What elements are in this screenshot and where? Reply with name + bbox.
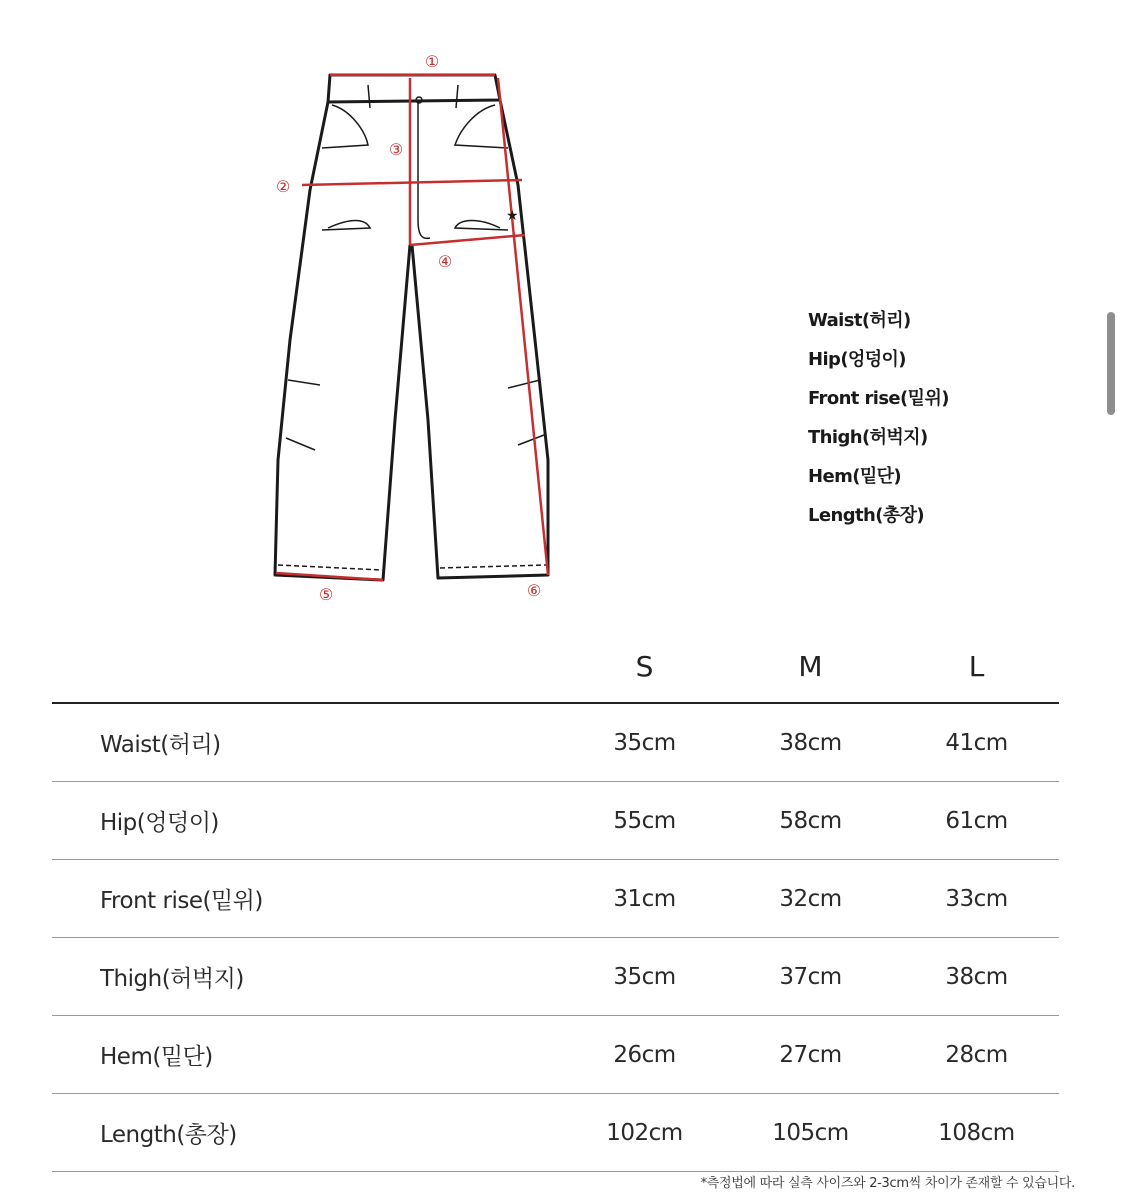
cell-s: 55cm bbox=[562, 782, 727, 860]
row-label: Front rise(밑위) bbox=[52, 860, 562, 938]
cell-l: 108cm bbox=[894, 1094, 1059, 1172]
table-row bbox=[52, 703, 1059, 782]
marker-4: ④ bbox=[437, 252, 453, 271]
right-pocket bbox=[455, 105, 508, 148]
cell-s: 31cm bbox=[562, 860, 727, 938]
cell-s: 26cm bbox=[562, 1016, 727, 1094]
table-row bbox=[52, 1016, 1059, 1094]
row-label: Hip(엉덩이) bbox=[52, 782, 562, 860]
cell-l: 28cm bbox=[894, 1016, 1059, 1094]
cell-m: 38cm bbox=[727, 703, 894, 782]
row-label: Length(총장) bbox=[52, 1094, 562, 1172]
legend-waist: Waist(허리) bbox=[808, 310, 911, 331]
header-size-m: M bbox=[727, 630, 894, 703]
cell-l: 41cm bbox=[894, 703, 1059, 782]
cell-l: 38cm bbox=[894, 938, 1059, 1016]
header-size-s: S bbox=[562, 630, 727, 703]
marker-5: ⑤ bbox=[318, 585, 334, 604]
measurement-legend bbox=[808, 306, 949, 540]
header-label bbox=[52, 630, 562, 703]
thigh-line bbox=[410, 235, 525, 245]
header-size-l: L bbox=[894, 630, 1059, 703]
marker-3: ③ bbox=[388, 140, 404, 159]
cell-m: 58cm bbox=[727, 782, 894, 860]
table-row bbox=[52, 782, 1059, 860]
cell-m: 105cm bbox=[727, 1094, 894, 1172]
belt-loop-right bbox=[456, 85, 458, 108]
left-leg-outline bbox=[275, 102, 410, 580]
legend-front-rise: Front rise(밑위) bbox=[808, 388, 949, 409]
length-line bbox=[498, 78, 548, 575]
cell-m: 27cm bbox=[727, 1016, 894, 1094]
measurement-footnote: *측정법에 따라 실측 사이즈와 2-3cm씩 차이가 존재할 수 있습니다. bbox=[700, 1176, 1075, 1191]
legend-hem: Hem(밑단) bbox=[808, 466, 902, 487]
right-knee-crease bbox=[508, 380, 540, 388]
fly-stitch bbox=[418, 102, 430, 238]
right-hem-stitch bbox=[440, 565, 546, 568]
legend-length: Length(총장) bbox=[808, 505, 925, 526]
cell-l: 33cm bbox=[894, 860, 1059, 938]
right-leg-outline bbox=[412, 100, 548, 578]
waistband-outline bbox=[328, 75, 500, 102]
right-knee-crease-2 bbox=[518, 435, 544, 445]
marker-1: ① bbox=[424, 52, 440, 71]
cell-s: 35cm bbox=[562, 703, 727, 782]
table-header-row bbox=[52, 630, 1059, 703]
legend-thigh: Thigh(허벅지) bbox=[808, 427, 928, 448]
left-lower-pocket bbox=[322, 221, 370, 231]
table-row bbox=[52, 860, 1059, 938]
table-row bbox=[52, 1094, 1059, 1172]
table-row bbox=[52, 938, 1059, 1016]
cell-s: 35cm bbox=[562, 938, 727, 1016]
left-knee-crease bbox=[288, 380, 320, 385]
left-hem-stitch bbox=[278, 565, 382, 570]
size-table bbox=[52, 630, 1059, 1172]
scrollbar-thumb[interactable] bbox=[1107, 312, 1115, 415]
right-lower-pocket bbox=[455, 221, 508, 231]
marker-2: ② bbox=[275, 177, 291, 196]
cell-s: 102cm bbox=[562, 1094, 727, 1172]
pants-illustration bbox=[250, 40, 590, 620]
cell-m: 32cm bbox=[727, 860, 894, 938]
left-knee-crease-2 bbox=[286, 438, 315, 450]
belt-loop-left bbox=[368, 85, 370, 108]
row-label: Hem(밑단) bbox=[52, 1016, 562, 1094]
cell-m: 37cm bbox=[727, 938, 894, 1016]
marker-6: ⑥ bbox=[526, 581, 542, 600]
row-label: Thigh(허벅지) bbox=[52, 938, 562, 1016]
hip-line bbox=[302, 180, 522, 185]
cell-l: 61cm bbox=[894, 782, 1059, 860]
row-label: Waist(허리) bbox=[52, 703, 562, 782]
left-pocket bbox=[322, 105, 368, 148]
star-mark: ★ bbox=[506, 208, 519, 224]
legend-hip: Hip(엉덩이) bbox=[808, 349, 906, 370]
pants-measurement-diagram bbox=[250, 40, 590, 620]
